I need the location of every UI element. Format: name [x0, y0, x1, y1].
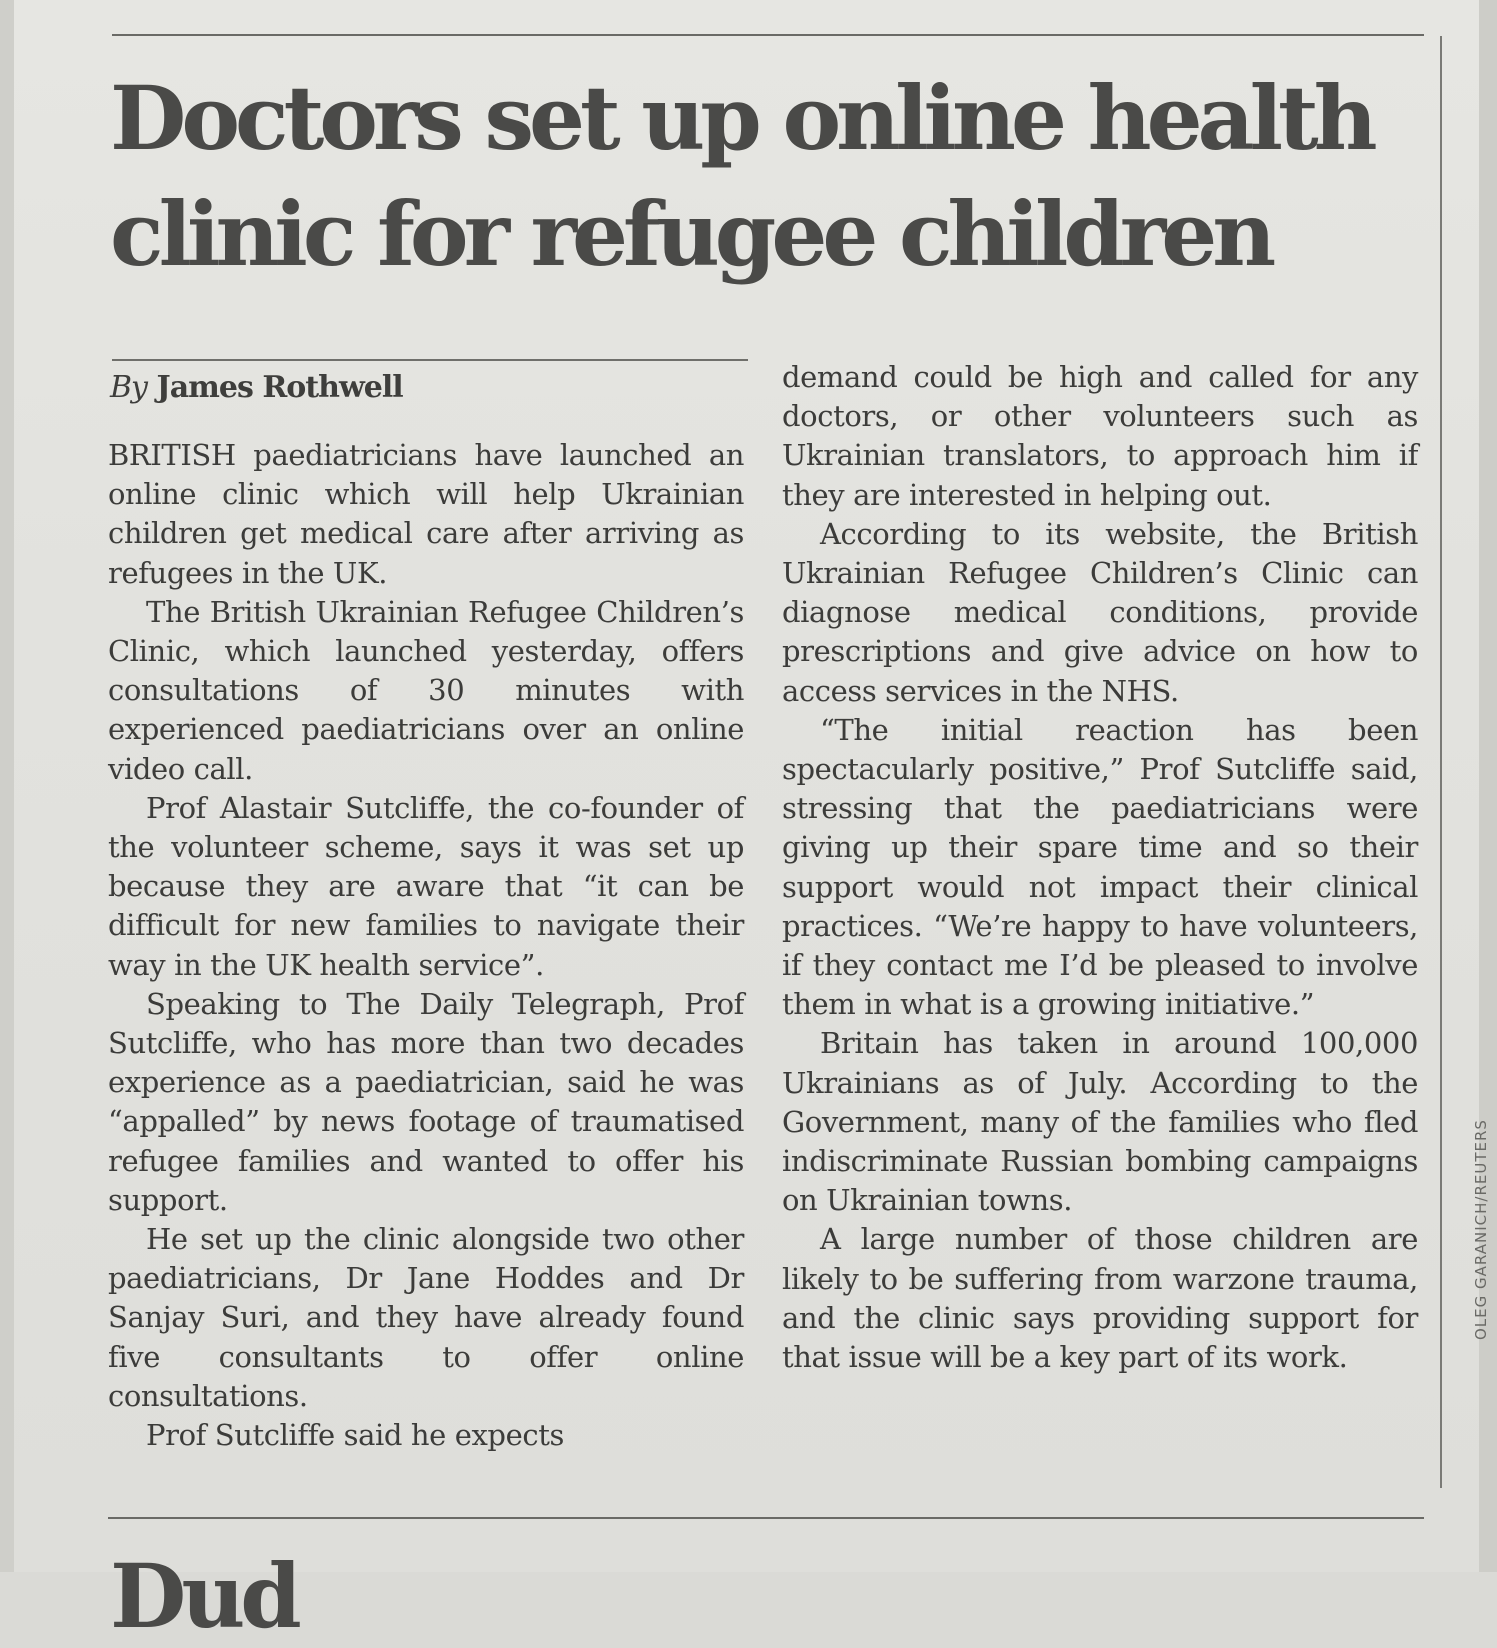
next-article-headline-text: Dud	[110, 1544, 297, 1648]
article-column-right	[782, 358, 1418, 1377]
paragraph-6: Prof Sutcliffe said he expects	[146, 1418, 564, 1453]
byline-prefix: By	[110, 370, 147, 405]
next-article-headline	[110, 1538, 297, 1648]
paragraph-3: Prof Alastair Sutcliffe, the co-founder of the volunteer scheme, says it was set up because they are aware that “it can be difficult for new families to navigate their way in the UK health service”.	[108, 790, 744, 982]
paragraph-2: The British Ukrainian Refugee Children’s Clinic, which launched yesterday, offers consultations of 30 minutes with experienced paediatricians over an online video call.	[108, 594, 744, 786]
column-rule-right	[1440, 36, 1442, 1488]
paragraph-10: A large number of those children are likely to be suffering from warzone trauma, and the clinic says providing support for that issue will be a key part of its work.	[782, 1222, 1418, 1375]
byline-author: James Rothwell	[156, 370, 403, 405]
article-headline: Doctors set up online health clinic for refugee children	[110, 66, 1373, 286]
article-column-left	[108, 436, 744, 1455]
paragraph-7: According to its website, the British Ukrainian Refugee Children’s Clinic can diagnose medical conditions, provide prescriptions and give advice on how to access services in the NHS.	[782, 516, 1418, 708]
paragraph-5: He set up the clinic alongside two other paediatricians, Dr Jane Hoddes and Dr Sanjay Suri, and they have already found five consultants to offer online consultations.	[108, 1222, 744, 1413]
paragraph-1: BRITISH paediatricians have launched an online clinic which will help Ukrainian children get medical care after arriving as refugees in the UK.	[108, 438, 744, 590]
paragraph-6-continued: demand could be high and called for any doctors, or other volunteers such as Ukrainian translators, to approach him if they are interested in helping out.	[782, 360, 1418, 512]
byline	[110, 368, 403, 408]
bottom-rule	[108, 1517, 1424, 1519]
byline-rule	[112, 359, 748, 361]
paragraph-4: Speaking to The Daily Telegraph, Prof Sutcliffe, who has more than two decades experience as a paediatrician, said he was “appalled” by news footage of traumatised refugee families and wanted to offer his support.	[108, 986, 744, 1217]
top-rule	[112, 34, 1424, 36]
paper-edge-left	[0, 0, 14, 1572]
photo-credit: OLEG GARANICH/REUTERS	[1472, 1119, 1490, 1340]
paragraph-8: “The initial reaction has been spectacularly positive,” Prof Sutcliffe said, stressing that the paediatricians were giving up their spare time and so their support would not impact their clinical practices. “We’re happy to have volunteers, if they contact me I’d be pleased to involve them in what is a growing initiative.”	[782, 712, 1418, 1022]
paragraph-9: Britain has taken in around 100,000 Ukrainians as of July. According to the Government, many of the families who fled indiscriminate Russian bombing campaigns on Ukrainian towns.	[782, 1026, 1418, 1218]
